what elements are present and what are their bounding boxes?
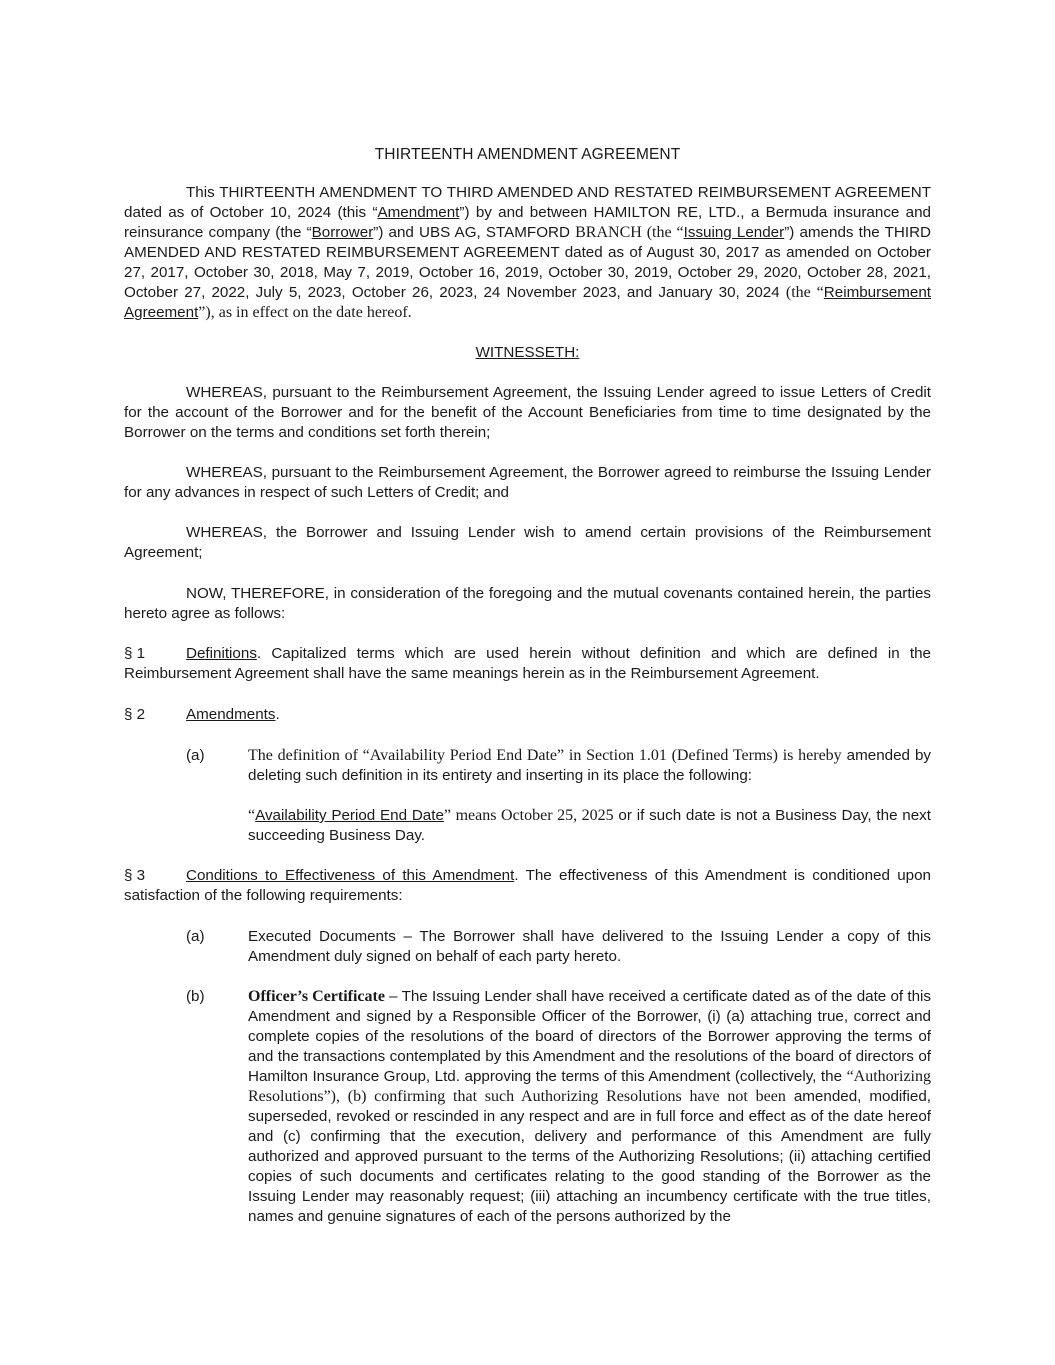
section-1-definitions: [124, 644, 931, 684]
section-text: . Capitalized terms which are used herein without definition and which are defined in the Reimbursement Agreement shall have the same meanings herein as in the Reimbursement Agreement.: [124, 645, 931, 682]
section-3-clause-a: [186, 927, 931, 967]
section-text: .: [275, 706, 280, 723]
witnesseth-text: WITNESSETH:: [475, 344, 580, 361]
clause-text-part: amended, modified, superseded, revoked or rescinded in any respect and are in full force and effect as of the date hereof and (c) confirming that the execution, delivery and performance of this Amendment are fully authorized and approved pursuant to the terms of the Authorizing Resolutions; (ii) attaching certified copies of such documents and certificates relating to the good standing of the Borrower as the Issuing Lender may reasonably request; (iii) attaching an incumbency certificate with the true titles, names and genuine signatures of each of the persons authorized by the: [248, 1088, 931, 1225]
now-therefore-paragraph: NOW, THEREFORE, in consideration of the foregoing and the mutual covenants contained herein, the parties hereto agree as follows:: [124, 585, 931, 622]
clause-text-part: – The Issuing Lender shall have received a certificate dated as of the date of this Amendment and signed by a Responsible Officer of the Borrower, (i) (a) attaching true, correct and complete copies of the resolutions of the board of directors of the Borrower approving the terms of and the transactions contemplated by this Amendment and the resolutions of the board of directors of Hamilton Insurance Group, Ltd. approving the terms of this Amendment (collectively, the: [248, 988, 932, 1085]
intro-text: ”), as in effect on the date hereof.: [198, 304, 412, 321]
whereas-paragraph-2: WHEREAS, pursuant to the Reimbursement Agreement, the Borrower agreed to reimburse the Issuing Lender for any advances in respect of such Letters of Credit; and: [124, 464, 931, 501]
section-3-conditions: [124, 866, 931, 906]
section-heading: Amendments: [186, 706, 276, 723]
intro-paragraph: [124, 183, 931, 323]
section-number: § 2: [124, 706, 146, 723]
section-heading: Definitions: [186, 645, 257, 662]
clause-text: [248, 987, 931, 1227]
defined-term-availability-period-end-date: Availability Period End Date: [255, 807, 444, 824]
clause-text-part: The definition of “Availability Period End Date” in Section 1.01 (Defined Terms) is hereby: [248, 747, 842, 764]
clause-text: [248, 746, 931, 786]
quote-text: or if such date is not a Business Day, the next succeeding Business Day.: [248, 807, 931, 844]
intro-text: ”) amends the THIRD AMENDED AND RESTATED REIMBURSEMENT AGREEMENT dated as of August 30, 2017 as amended on October 27, 2017, October 30, 2018, May 7, 2019, October 16, 2019, October 30, 2019, October 29, 2020, October 28, 2021, October 27, 2022, July 5, 2023, October 26, 2023, 24 November 2023, and January 30, 2024: [124, 224, 932, 301]
intro-text: (the “: [785, 284, 824, 301]
clause-label: (b): [186, 988, 205, 1005]
intro-text: ”) and UBS AG, STAMFORD: [373, 224, 576, 241]
section-3-clause-b: [186, 987, 931, 1227]
clause-label: (a): [186, 928, 205, 945]
quote-text: “: [248, 807, 256, 824]
clause-text: Executed Documents – The Borrower shall have delivered to the Issuing Lender a copy of this Amendment duly signed on behalf of each party hereto.: [248, 928, 931, 965]
section-number: § 1: [124, 645, 146, 662]
document-title: THIRTEENTH AMENDMENT AGREEMENT: [374, 146, 681, 163]
defined-term-reimbursement-agreement: Reimbursement Agreement: [124, 284, 931, 321]
defined-term-issuing-lender: Issuing Lender: [683, 224, 785, 241]
witnesseth-heading: [124, 343, 931, 363]
defined-term-amendment: Amendment: [377, 204, 460, 221]
intro-text: This THIRTEENTH AMENDMENT TO THIRD AMENDED AND RESTATED REIMBURSEMENT AGREEMENT dated as of October 10, 2024 (this “: [124, 184, 931, 221]
section-number: § 3: [124, 867, 146, 884]
defined-term-borrower: Borrower: [311, 224, 374, 241]
section-2-clause-a: [186, 746, 931, 786]
intro-text: BRANCH (the “: [575, 224, 684, 241]
section-heading: Conditions to Effectiveness of this Amendment: [186, 867, 515, 884]
section-text: . The effectiveness of this Amendment is conditioned upon satisfaction of the following requirements:: [124, 867, 931, 904]
section-2-amendments: [124, 705, 931, 725]
clause-text-part: “Authorizing Resolutions”), (b) confirming that such Authorizing Resolutions have not been: [248, 1068, 931, 1105]
availability-period-definition: [248, 806, 931, 846]
clause-heading: Officer’s Certificate: [248, 988, 385, 1005]
quote-text: ” means October 25, 2025: [443, 807, 614, 824]
whereas-paragraph-1: WHEREAS, pursuant to the Reimbursement Agreement, the Issuing Lender agreed to issue Letters of Credit for the account of the Borrower and for the benefit of the Account Beneficiaries from time to time designated by the Borrower on the terms and conditions set forth therein;: [124, 384, 931, 441]
whereas-paragraph-3: WHEREAS, the Borrower and Issuing Lender wish to amend certain provisions of the Reimbursement Agreement;: [124, 524, 931, 561]
clause-text-part: amended by deleting such definition in its entirety and inserting in its place the following:: [248, 747, 932, 784]
intro-text: ”) by and between HAMILTON RE, LTD., a Bermuda insurance and reinsurance company (the “: [124, 204, 932, 241]
clause-label: (a): [186, 747, 205, 764]
